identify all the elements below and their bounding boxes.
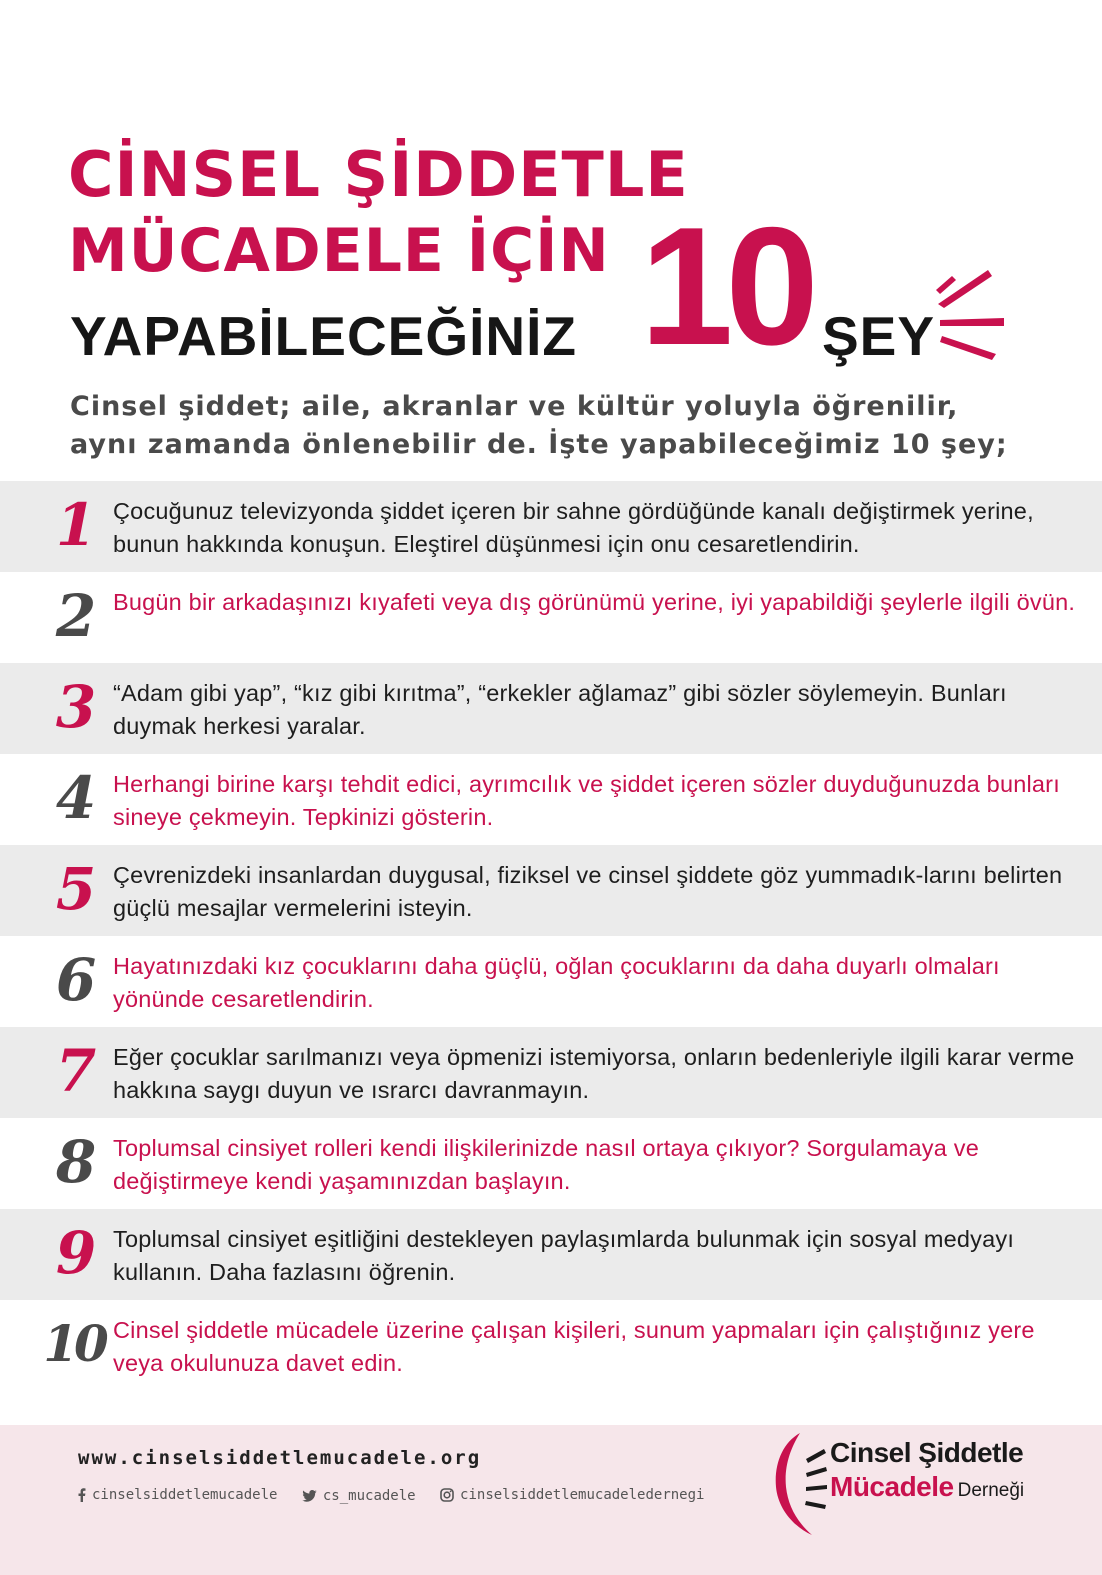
item-text: Çevrenizdeki insanlardan duygusal, fiziksel ve cinsel şiddete göz yummadık-larını belirten güçlü mesajlar vermelerini isteyin. xyxy=(113,862,1063,921)
item-number: 2 xyxy=(55,582,97,650)
list-item-1 xyxy=(0,481,1102,572)
item-number: 7 xyxy=(55,1037,97,1105)
logo-text-line-1: Cinsel Şiddetle xyxy=(830,1437,1024,1468)
facebook-link[interactable] xyxy=(78,1487,277,1503)
instagram-handle: cinselsiddetlemucadeledernegi xyxy=(460,1487,705,1503)
item-number: 3 xyxy=(55,673,97,741)
item-text: Cinsel şiddetle mücadele üzerine çalışan kişileri, sunum yapmaları için çalıştığınız yere veya okulunuza davet edin. xyxy=(113,1317,1035,1376)
title-line-1: CİNSEL ŞİDDETLE xyxy=(68,138,689,211)
twitter-icon xyxy=(302,1490,317,1502)
item-text: Toplumsal cinsiyet eşitliğini destekleyen paylaşımlarda bulunmak için sosyal medyayı kullanın. Daha fazlasını öğrenin. xyxy=(113,1226,1015,1285)
item-text: Bugün bir arkadaşınızı kıyafeti veya dış görünümü yerine, iyi yapabildiği şeylerle ilgili övün. xyxy=(113,589,1076,615)
item-number: 5 xyxy=(55,855,97,923)
list-item-6 xyxy=(0,936,1102,1027)
instagram-link[interactable] xyxy=(440,1487,704,1503)
list-item-8 xyxy=(0,1118,1102,1209)
items-list xyxy=(0,481,1102,1391)
item-number: 8 xyxy=(55,1128,97,1196)
logo-mark-icon xyxy=(760,1429,828,1539)
list-item-3 xyxy=(0,663,1102,754)
list-item-2 xyxy=(0,572,1102,663)
twitter-handle: cs_mucadele xyxy=(322,1488,416,1504)
item-text: Toplumsal cinsiyet rolleri kendi ilişkilerinizde nasıl ortaya çıkıyor? Sorgulamaya ve değiştirmeye kendi yaşamınızdan başlayın. xyxy=(113,1135,979,1194)
item-number: 4 xyxy=(55,764,97,832)
intro-text: Cinsel şiddet; aile, akranlar ve kültür yoluyla öğrenilir, aynı zamanda önlenebilir de. İşte yapabileceğimiz 10 şey; xyxy=(70,391,1008,460)
list-item-4 xyxy=(0,754,1102,845)
list-item-7 xyxy=(0,1027,1102,1118)
burst-decoration-icon xyxy=(930,262,1010,362)
instagram-icon xyxy=(440,1488,454,1502)
title-word-sey: ŞEY xyxy=(822,305,936,367)
logo-text-line-2 xyxy=(830,1471,1024,1503)
facebook-handle: cinselsiddetlemucadele xyxy=(92,1487,278,1503)
item-text: Herhangi birine karşı tehdit edici, ayrımcılık ve şiddet içeren sözler duyduğunuzda bunları sineye çekmeyin. Tepkinizi gösterin. xyxy=(113,771,1060,830)
social-links xyxy=(78,1487,720,1506)
big-number-10: 10 xyxy=(640,192,811,380)
item-text: “Adam gibi yap”, “kız gibi kırıtma”, “erkekler ağlamaz” gibi sözler söylemeyin. Bunları duymak herkesi yaralar. xyxy=(113,680,1007,739)
item-number: 1 xyxy=(55,491,97,559)
item-number: 6 xyxy=(55,946,97,1014)
footer xyxy=(0,1425,1102,1575)
item-text: Hayatınızdaki kız çocuklarını daha güçlü, oğlan çocuklarını da daha duyarlı olmaları yönünde cesaretlendirin. xyxy=(113,953,1000,1012)
item-text: Çocuğunuz televizyonda şiddet içeren bir sahne gördüğünde kanalı değiştirmek yerine, bunun hakkında konuşun. Eleştirel düşünmesi için onu cesaretlendirin. xyxy=(113,498,1034,557)
organization-logo xyxy=(760,1429,1060,1549)
logo-text-mucadele: Mücadele xyxy=(830,1471,954,1502)
list-item-5 xyxy=(0,845,1102,936)
item-number: 10 xyxy=(43,1314,105,1373)
title-line-3: YAPABİLECEĞİNİZ xyxy=(70,305,578,367)
website-link[interactable]: www.cinselsiddetlemucadele.org xyxy=(78,1447,482,1469)
logo-text-dernegi: Derneği xyxy=(957,1480,1025,1501)
list-item-9 xyxy=(0,1209,1102,1300)
title-line-2: MÜCADELE İÇİN xyxy=(68,216,610,286)
facebook-icon xyxy=(78,1488,86,1502)
list-item-10 xyxy=(0,1300,1102,1391)
twitter-link[interactable] xyxy=(302,1488,416,1504)
item-number: 9 xyxy=(55,1219,97,1287)
item-text: Eğer çocuklar sarılmanızı veya öpmenizi istemiyorsa, onların bedenleriyle ilgili karar verme hakkına saygı duyun ve ısrarcı davranmayın. xyxy=(113,1044,1075,1103)
